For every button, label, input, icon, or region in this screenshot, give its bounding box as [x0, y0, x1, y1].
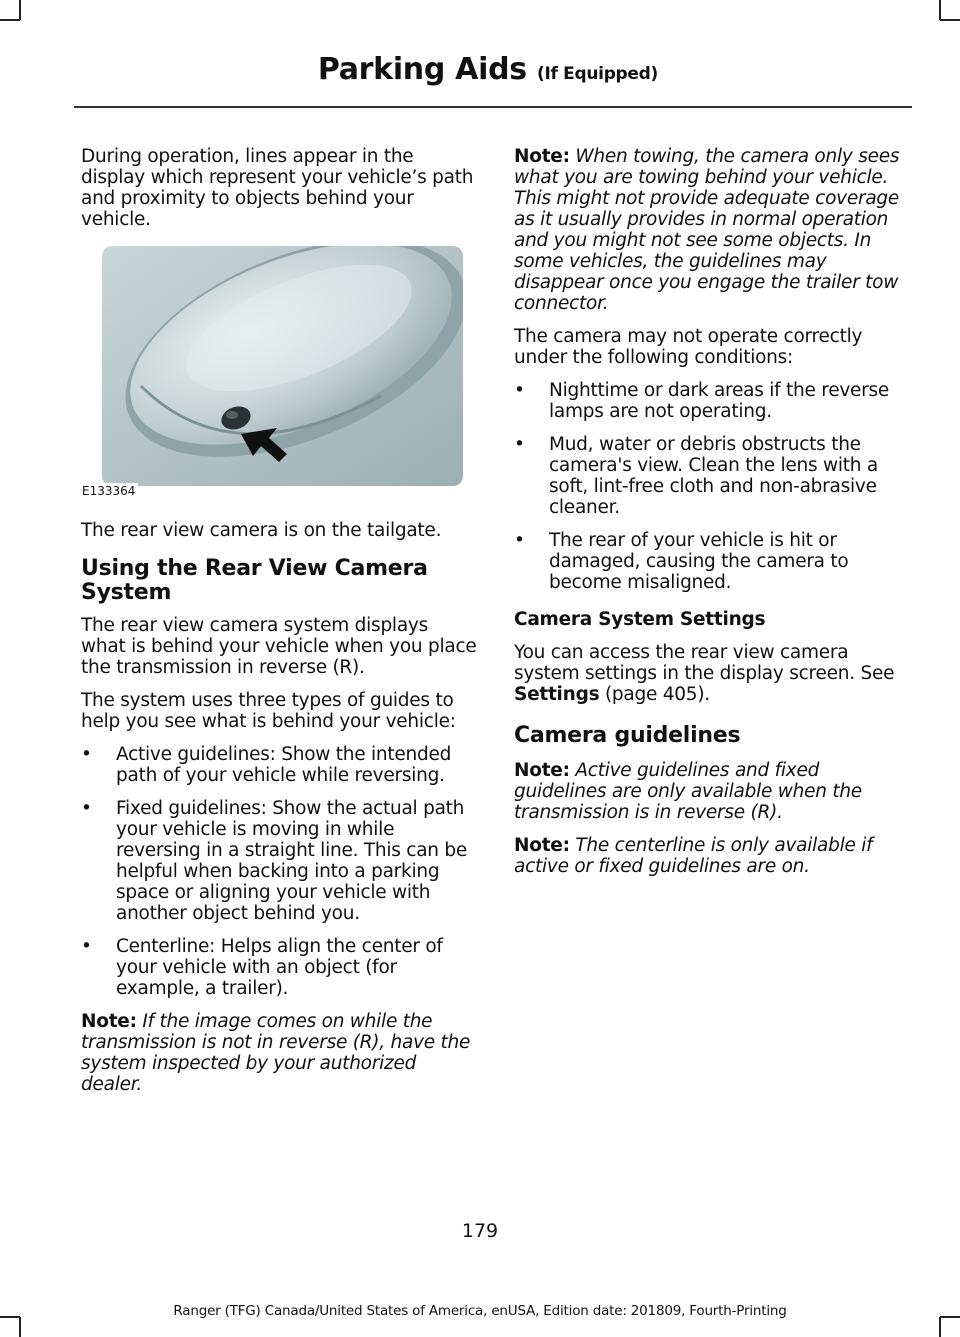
section-heading: Camera guidelines — [514, 723, 741, 748]
crop-mark — [939, 1317, 941, 1337]
note-text: Active guidelines and fixed guidelines are only available when the transmission is in reverse (R). — [514, 760, 862, 823]
bullet-icon: • — [81, 744, 92, 765]
list-item-text: Nighttime or dark areas if the reverse lamps are not operating. — [549, 380, 890, 422]
list-item — [81, 798, 477, 924]
header-title: Parking Aids — [317, 52, 527, 87]
page-header — [318, 52, 658, 87]
note-label: Note: — [81, 1011, 137, 1032]
figure-code: E133364 — [81, 483, 138, 498]
list-item-text: The rear of your vehicle is hit or damaged, causing the camera to become misaligned. — [549, 530, 849, 593]
paragraph: The system uses three types of guides to help you see what is behind your vehicle: — [81, 690, 456, 732]
crop-mark — [939, 0, 941, 20]
list-item — [514, 434, 908, 518]
note-text: The centerline is only available if active or fixed guidelines are on. — [514, 835, 873, 877]
header-subtitle: (If Equipped) — [536, 64, 658, 84]
list-item-text: Centerline: Helps align the center of your vehicle with an object (for example, a trailer). — [116, 936, 443, 999]
note-label: Note: — [514, 760, 570, 781]
bullet-icon: • — [514, 434, 525, 455]
note — [81, 1011, 477, 1095]
subsection-heading: Camera System Settings — [514, 609, 766, 630]
right-column — [514, 146, 908, 889]
note — [514, 760, 908, 823]
crop-mark — [940, 19, 960, 21]
page-footer: Ranger (TFG) Canada/United States of America, enUSA, Edition date: 201809, Fourth-Printing — [173, 1303, 787, 1319]
note-label: Note: — [514, 146, 570, 167]
paragraph: The rear view camera system displays what is behind your vehicle when you place the transmission in reverse (R). — [81, 615, 477, 678]
camera-illustration — [81, 246, 463, 498]
bullet-icon: • — [514, 530, 525, 551]
header-divider — [74, 106, 912, 108]
settings-link[interactable]: Settings — [514, 684, 600, 705]
note-text: When towing, the camera only sees what you are towing behind your vehicle. This might not provide adequate coverage as it usually provides in normal operation and you might not see some objects. In some vehicles, the guidelines may disappear once you engage the trailer tow connector. — [514, 146, 900, 314]
settings-text: You can access the rear view camera system settings in the display screen. See — [514, 642, 895, 684]
list-item — [514, 380, 908, 422]
crop-mark — [19, 1317, 21, 1337]
note — [514, 835, 908, 877]
section-heading: Using the Rear View Camera System — [81, 556, 428, 605]
conditions-list — [514, 380, 908, 593]
list-item — [514, 530, 908, 593]
bullet-icon: • — [81, 798, 92, 819]
left-column — [81, 146, 477, 1107]
list-item-text: Fixed guidelines: Show the actual path your vehicle is moving in while reversing in a straight line. This can be helpful when backing into a parking space or aligning your vehicle with another object behind you. — [116, 798, 468, 924]
note-label: Note: — [514, 835, 570, 856]
crop-mark — [19, 0, 21, 20]
figure-caption: The rear view camera is on the tailgate. — [81, 520, 442, 541]
guide-types-list — [81, 744, 477, 999]
bullet-icon: • — [81, 936, 92, 957]
intro-paragraph: During operation, lines appear in the display which represent your vehicle’s path and proximity to objects behind your vehicle. — [81, 146, 474, 230]
page-reference: (page 405). — [604, 684, 710, 705]
note — [514, 146, 908, 314]
list-item-text: Mud, water or debris obstructs the camera's view. Clean the lens with a soft, lint-free cloth and non-abrasive cleaner. — [549, 434, 878, 518]
bullet-icon: • — [514, 380, 525, 401]
crop-mark — [0, 19, 20, 21]
settings-paragraph — [514, 642, 908, 705]
note-text: If the image comes on while the transmission is not in reverse (R), have the system inspected by your authorized dealer. — [81, 1011, 471, 1095]
rear-camera-figure — [81, 246, 463, 498]
list-item — [81, 744, 477, 786]
list-item-text: Active guidelines: Show the intended path of your vehicle while reversing. — [116, 744, 452, 786]
paragraph: The camera may not operate correctly under the following conditions: — [514, 326, 863, 368]
list-item — [81, 936, 477, 999]
page-number: 179 — [461, 1220, 499, 1242]
